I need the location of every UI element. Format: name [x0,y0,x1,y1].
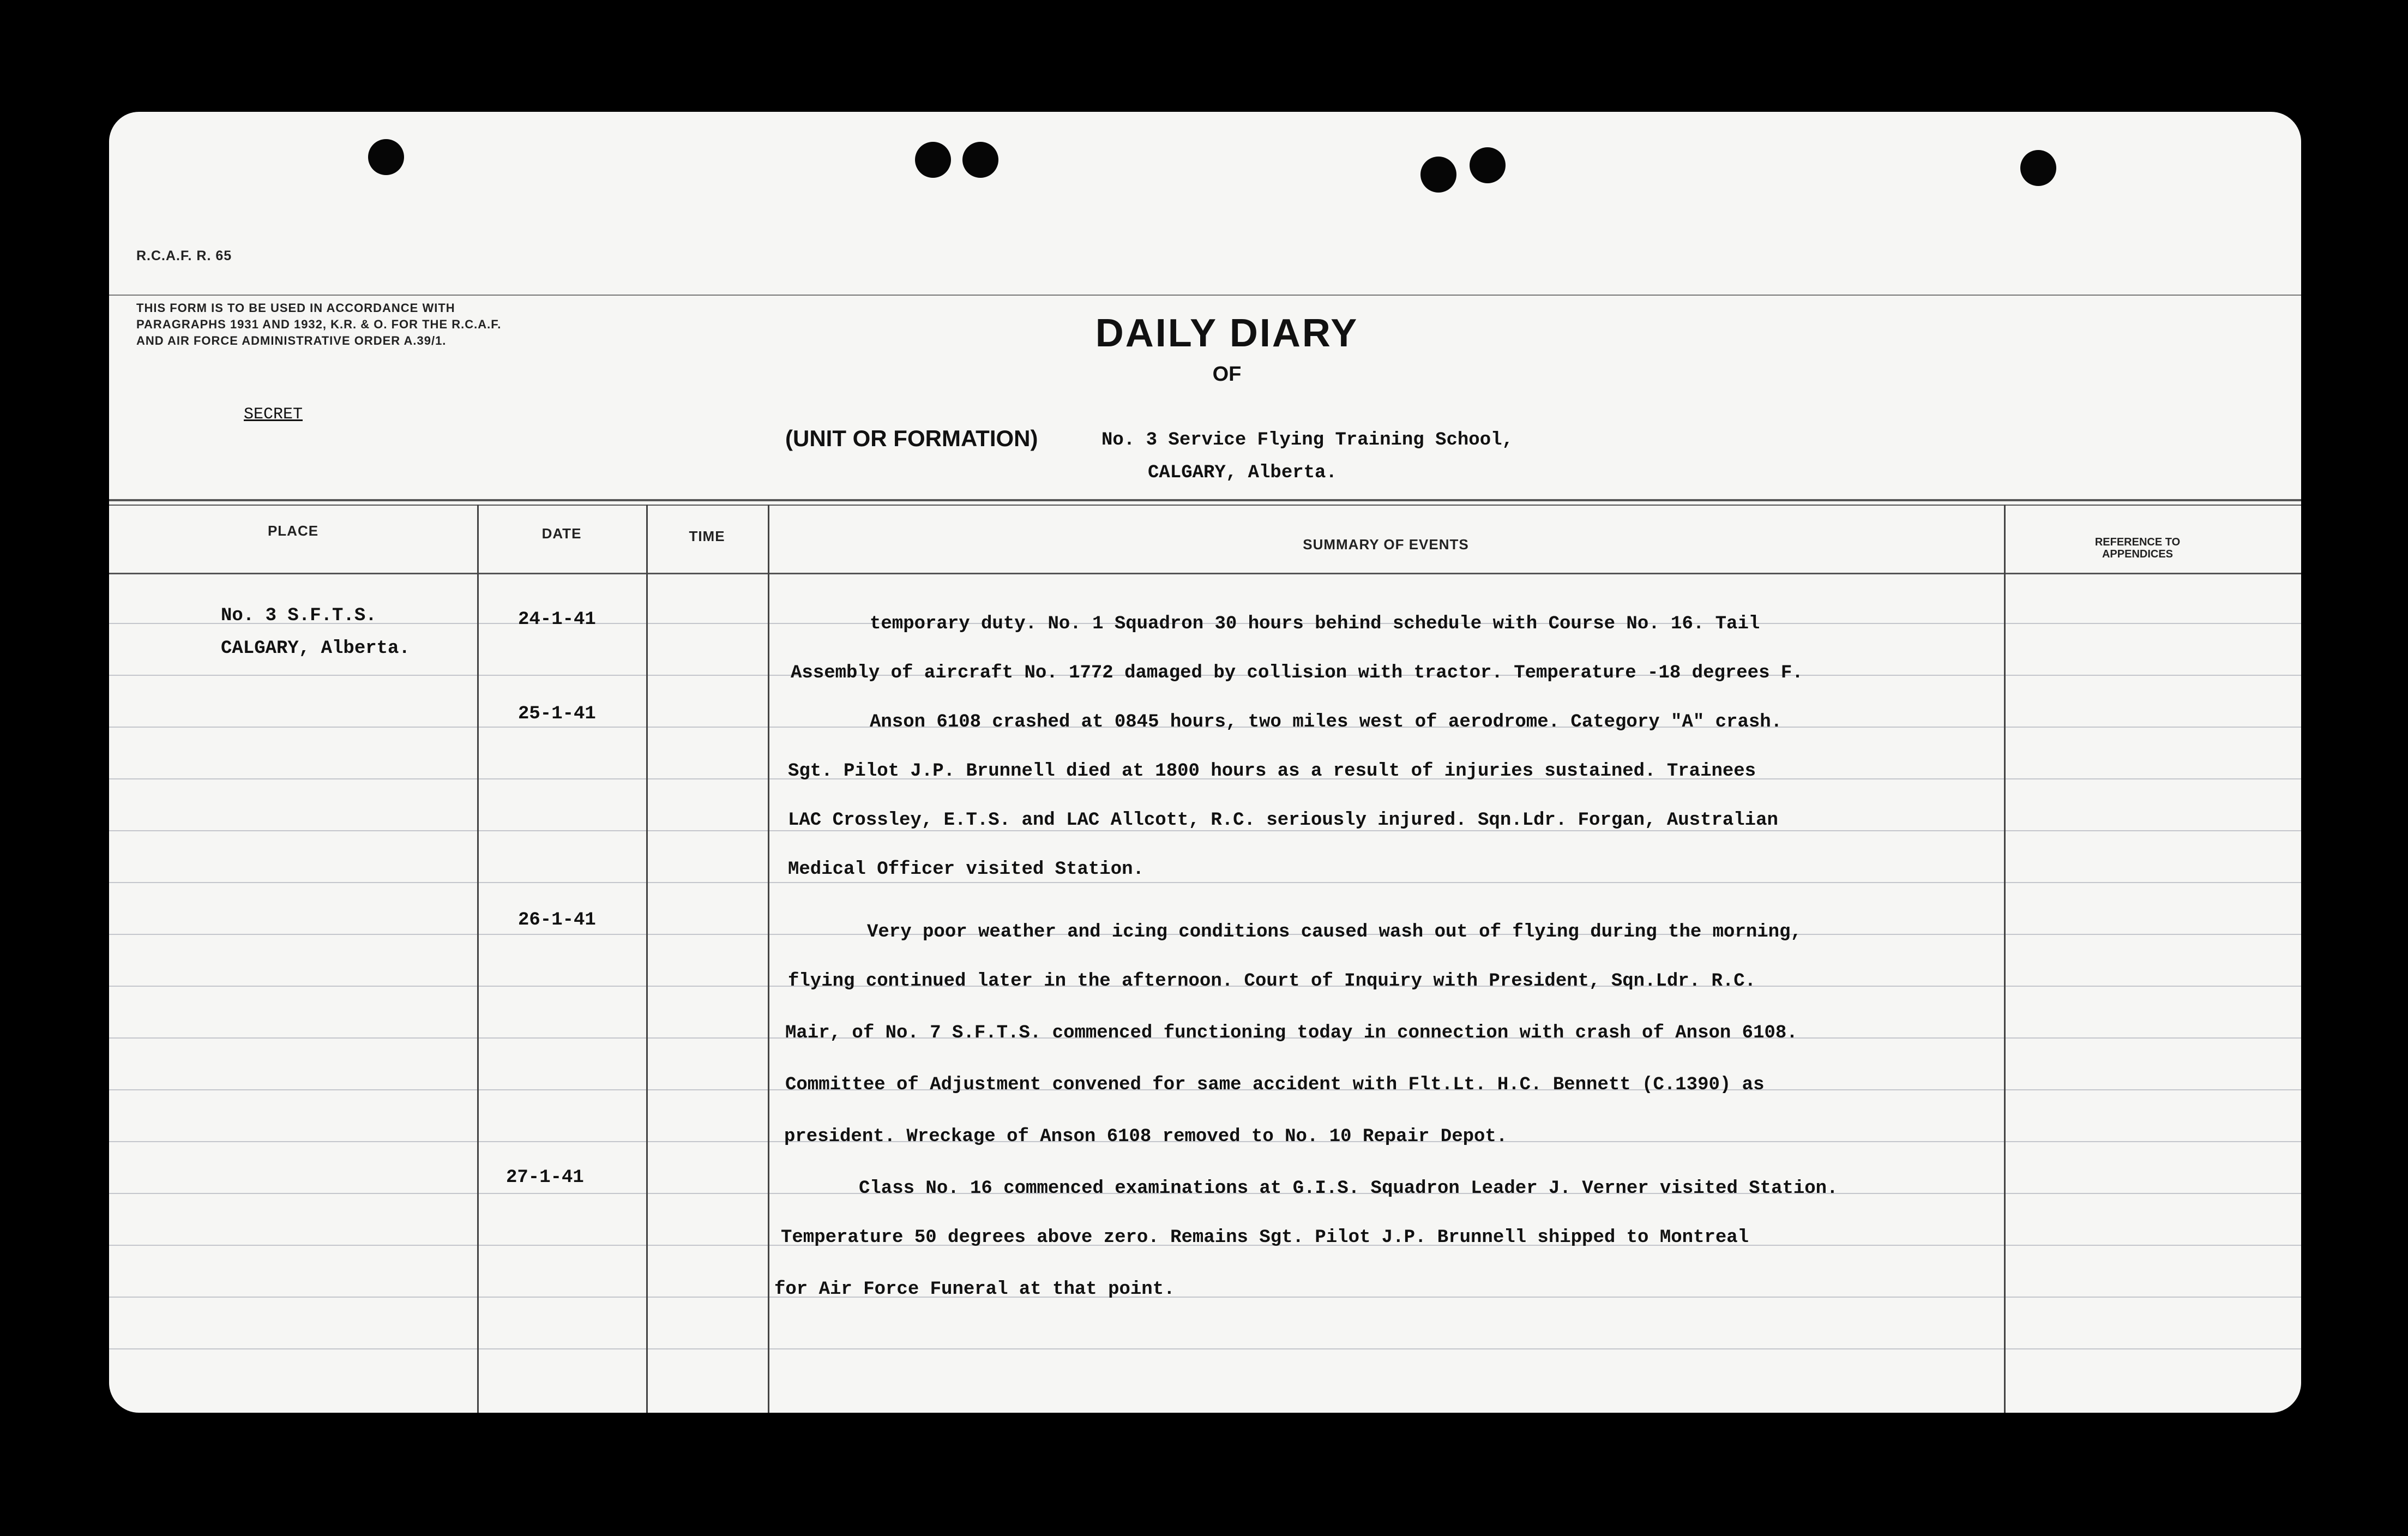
entry-date: 25-1-41 [518,704,596,724]
entry-date: 27-1-41 [506,1167,584,1188]
column-divider [2004,505,2006,1413]
diary-card [109,112,2301,1413]
header-time: TIME [689,528,725,544]
column-divider [768,505,769,1413]
ruled-line [109,1297,2301,1298]
header-rule [109,295,2301,296]
summary-line: for Air Force Funeral at that point. [774,1279,1175,1300]
summary-line: Medical Officer visited Station. [788,859,1144,880]
summary-line: flying continued later in the afternoon. Court of Inquiry with President, Sqn.Ldr. R.C. [788,971,1756,992]
summary-line: Assembly of aircraft No. 1772 damaged by collision with tractor. Temperature -18 degrees F. [791,663,1803,683]
table-header-rule [109,573,2301,574]
classification-stamp: SECRET [244,405,303,424]
summary-line: Temperature 50 degrees above zero. Remains Sgt. Pilot J.P. Brunnell shipped to Montreal [781,1227,1749,1248]
punch-hole [1470,147,1506,183]
column-divider [646,505,648,1413]
header-summary: SUMMARY OF EVENTS [1303,536,1469,553]
table-top-rule [109,499,2301,501]
header-date: DATE [541,525,582,542]
entry-date: 24-1-41 [518,609,596,630]
summary-line: Committee of Adjustment convened for same accident with Flt.Lt. H.C. Bennett (C.1390) as [785,1075,1765,1095]
summary-line: LAC Crossley, E.T.S. and LAC Allcott, R.C. seriously injured. Sqn.Ldr. Forgan, Australian [788,810,1778,831]
unit-location: CALGARY, Alberta. [1148,463,1337,483]
punch-hole [368,139,404,175]
punch-hole [1420,157,1456,193]
table-top-rule [109,505,2301,506]
page-title: DAILY DIARY [1095,311,1359,355]
header-reference: REFERENCE TO APPENDICES [2094,536,2181,560]
punch-hole [915,142,951,178]
place-line: No. 3 S.F.T.S. [221,605,377,626]
ruled-line [109,882,2301,883]
ruled-line [109,1348,2301,1349]
summary-line: Sgt. Pilot J.P. Brunnell died at 1800 hours as a result of injuries sustained. Trainees [788,761,1756,782]
unit-label: (UNIT OR FORMATION) [785,425,1038,451]
summary-line: temporary duty. No. 1 Squadron 30 hours behind schedule with Course No. 16. Tail [870,614,1760,634]
punch-hole [2020,150,2056,186]
title-of: OF [1212,363,1242,386]
form-id: R.C.A.F. R. 65 [136,248,232,263]
header-place: PLACE [267,523,319,539]
entry-date: 26-1-41 [518,910,596,931]
summary-line: president. Wreckage of Anson 6108 removed to No. 10 Repair Depot. [784,1126,1508,1147]
summary-line: Class No. 16 commenced examinations at G.I.S. Squadron Leader J. Verner visited Station. [859,1178,1838,1199]
column-divider [477,505,479,1413]
punch-hole [962,142,998,178]
summary-line: Mair, of No. 7 S.F.T.S. commenced functioning today in connection with crash of Anson 6108. [785,1023,1798,1043]
unit-name: No. 3 Service Flying Training School, [1101,430,1513,451]
place-line: CALGARY, Alberta. [221,638,410,659]
summary-line: Very poor weather and icing conditions caused wash out of flying during the morning, [867,922,1802,943]
form-instructions: THIS FORM IS TO BE USED IN ACCORDANCE WITH PARAGRAPHS 1931 AND 1932, K.R. & O. FOR THE R.C.A.F. AND AIR FORCE ADMINISTRATIVE ORDER A.39/1. [136,301,502,347]
summary-line: Anson 6108 crashed at 0845 hours, two miles west of aerodrome. Category "A" crash. [870,712,1783,733]
